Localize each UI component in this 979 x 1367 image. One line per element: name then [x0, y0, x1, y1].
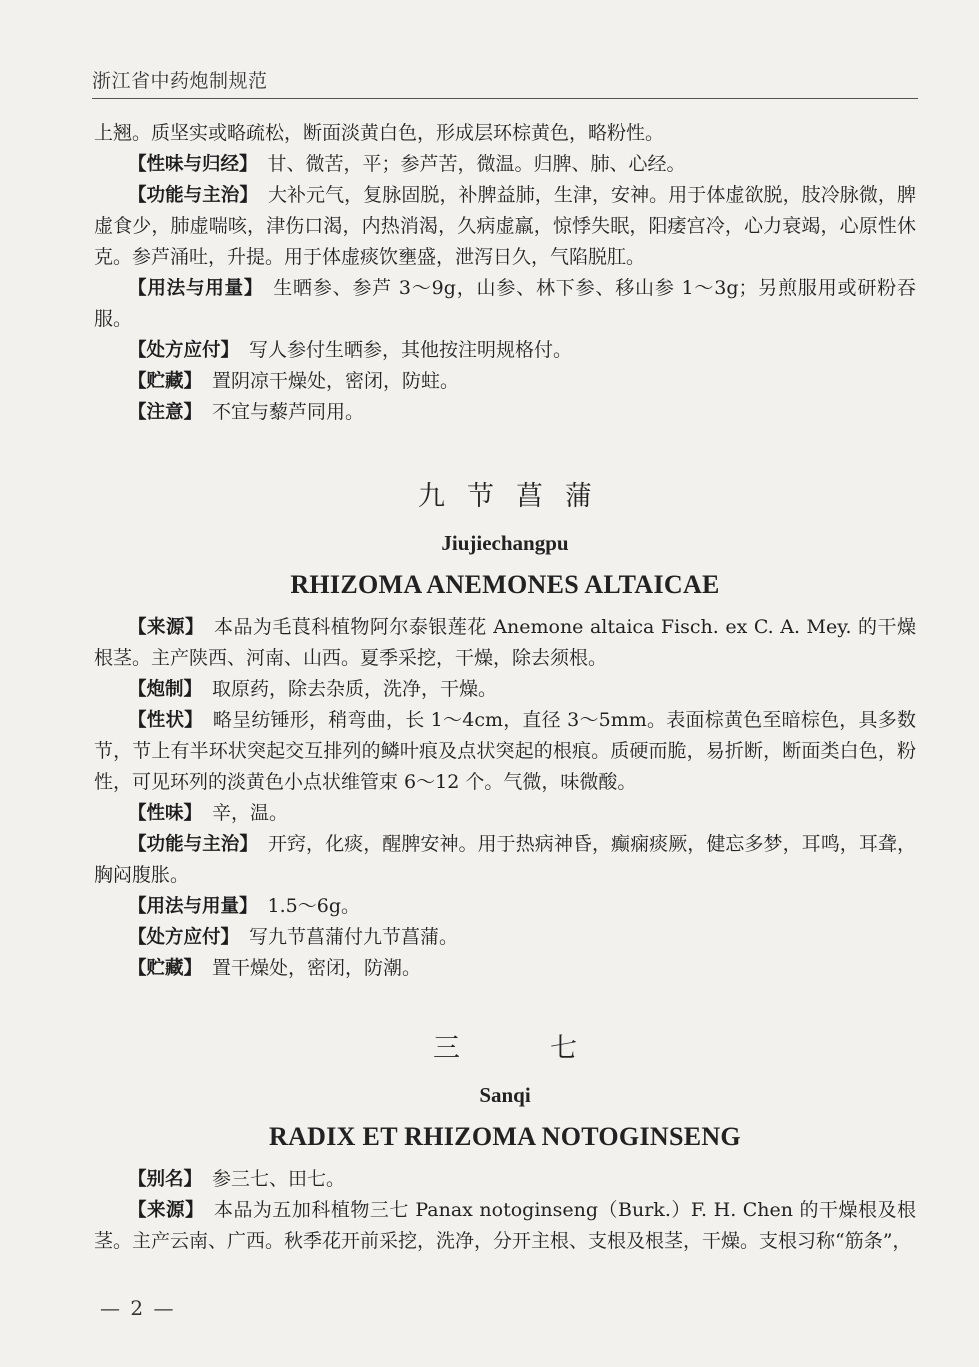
paragraph-caution: 【注意】 不宜与藜芦同用。 — [128, 401, 365, 423]
paragraph-alias: 【别名】 参三七、田七。 — [128, 1168, 346, 1190]
paragraph-characteristics: 【性状】 略呈纺锤形，稍弯曲，长 1～4cm，直径 3～5mm。表面棕黄色至暗棕色，具多数节，节上有半环状突起交互排列的鳞叶痕及点状突起的根痕。质硬而脆，易折断，断面类白色，粉性，可见环列的淡黄色小点状维管束 6～12 个。气微，味微酸。 — [94, 709, 916, 793]
entry-jiujiechangpu — [94, 474, 916, 984]
entry-title: 九节菖蒲 — [418, 481, 614, 512]
running-header — [92, 58, 918, 99]
paragraph-storage: 【贮藏】 置阴凉干燥处，密闭，防蛀。 — [128, 370, 460, 392]
entry-title: 三七 — [433, 1033, 667, 1064]
paragraph-dosage: 【用法与用量】 生晒参、参芦 3～9g，山参、林下参、移山参 1～3g；另煎服用或研粉吞服。 — [94, 277, 916, 330]
entry-latin-name: RHIZOMA ANEMONES ALTAICAE — [290, 570, 720, 599]
page-number: — 2 — — [100, 1296, 176, 1320]
entry-latin-name: RADIX ET RHIZOMA NOTOGINSENG — [269, 1122, 741, 1151]
paragraph-prescription: 【处方应付】 写人参付生晒参，其他按注明规格付。 — [128, 339, 573, 361]
entry-pinyin: Jiujiechangpu — [441, 531, 569, 555]
book-title: 浙江省中药炮制规范 — [92, 70, 268, 92]
paragraph-function: 【功能与主治】 开窍，化痰，醒脾安神。用于热病神昏，癫痫痰厥，健忘多梦，耳鸣，耳聋，胸闷腹胀。 — [94, 833, 916, 886]
paragraph-function: 【功能与主治】 大补元气，复脉固脱，补脾益肺，生津，安神。用于体虚欲脱，肢冷脉微，脾虚食少，肺虚喘咳，津伤口渴，内热消渴，久病虚羸，惊悸失眠，阳痿宫冷，心力衰竭，心原性休克。参芦涌吐，升提。用于体虚痰饮壅盛，泄泻日久，气陷脱肛。 — [94, 184, 916, 268]
entry-pinyin: Sanqi — [479, 1083, 531, 1107]
page-content — [94, 118, 916, 1257]
paragraph-dosage: 【用法与用量】 1.5～6g。 — [128, 895, 360, 917]
paragraph-processing: 【炮制】 取原药，除去杂质，洗净，干燥。 — [128, 678, 498, 700]
paragraph-continuation: 上翘。质坚实或略疏松，断面淡黄白色，形成层环棕黄色，略粉性。 — [94, 122, 665, 144]
paragraph-source: 【来源】 本品为五加科植物三七 Panax notoginseng（Burk.）F. H. Chen 的干燥根及根茎。主产云南、广西。秋季花开前采挖，洗净，分开主根、支根及根茎，干燥。支根习称“筋条”， — [94, 1199, 916, 1252]
paragraph-source: 【来源】 本品为毛茛科植物阿尔泰银莲花 Anemone altaica Fisch. ex C. A. Mey. 的干燥根茎。主产陕西、河南、山西。夏季采挖，干燥，除去须根。 — [94, 616, 916, 669]
paragraph-prescription: 【处方应付】 写九节菖蒲付九节菖蒲。 — [128, 926, 459, 948]
paragraph-flavor-meridian: 【性味与归经】 甘、微苦，平；参芦苦，微温。归脾、肺、心经。 — [128, 153, 686, 175]
entry-sanqi — [94, 1026, 916, 1257]
paragraph-storage: 【贮藏】 置干燥处，密闭，防潮。 — [128, 957, 422, 979]
paragraph-flavor: 【性味】 辛，温。 — [128, 802, 289, 824]
